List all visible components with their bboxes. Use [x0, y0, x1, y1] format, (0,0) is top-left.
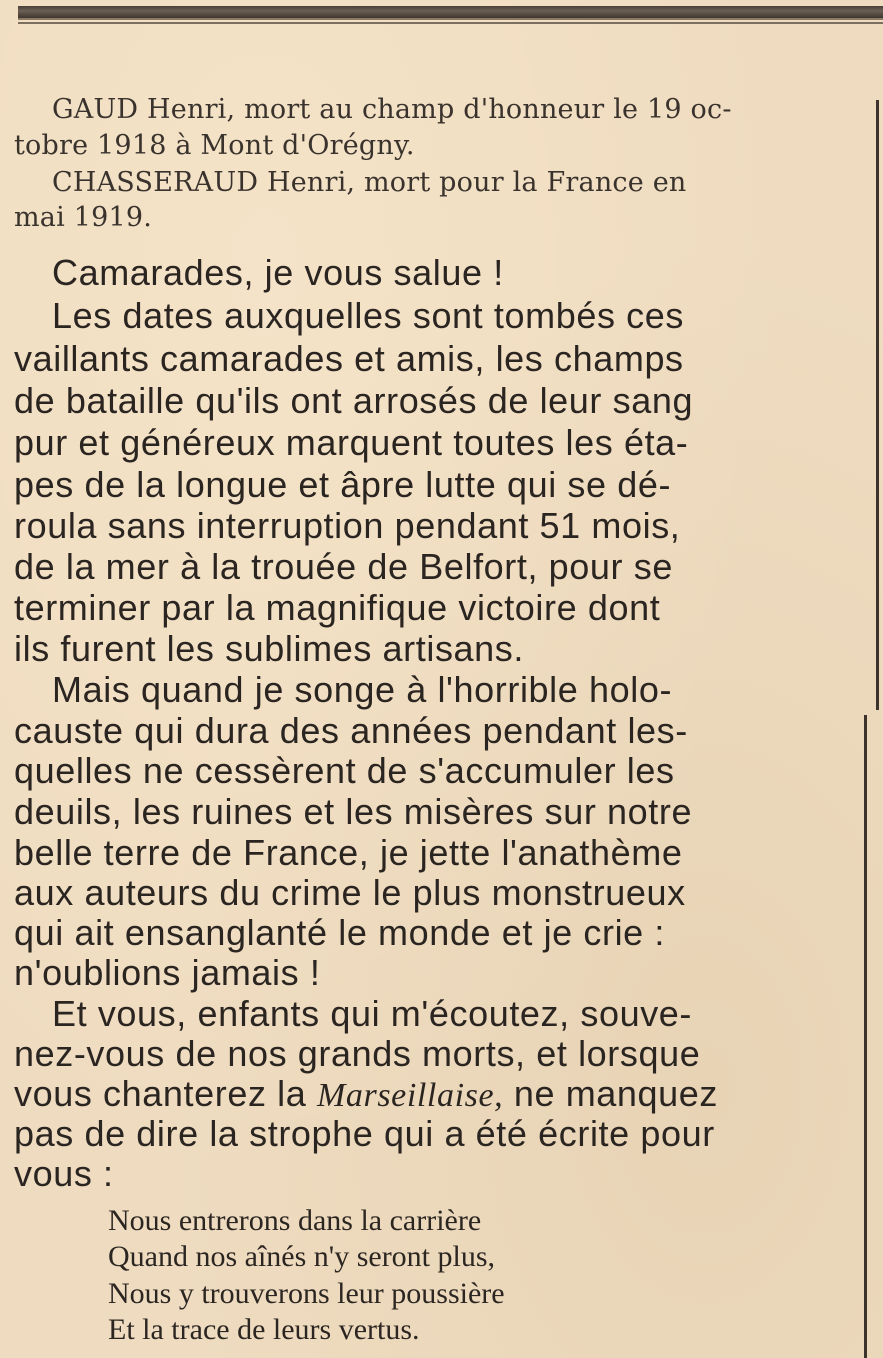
speech-line: qui ait ensanglanté le monde et je crie : [14, 912, 665, 953]
verse-line: Quand nos aînés n'y seront plus, [108, 1240, 496, 1273]
speech-line: pur et généreux marquent toutes les éta- [14, 422, 689, 463]
speech-line: n'oublions jamais ! [14, 952, 321, 993]
speech-line: pes de la longue et âpre lutte qui se dé- [14, 464, 672, 505]
speech-line: causte qui dura des années pendant les- [14, 710, 688, 751]
speech-line: Mais quand je songe à l'horrible holo- [52, 669, 673, 710]
speech-line: de bataille qu'ils ont arrosés de leur sang [14, 380, 694, 421]
speech-line: vous : [14, 1153, 114, 1194]
speech-line: de la mer à la trouée de Belfort, pour se [14, 546, 673, 587]
speech-line: roula sans interruption pendant 51 mois, [14, 505, 681, 546]
death-notice-line: GAUD Henri, mort au champ d'honneur le 19 oc- [52, 94, 732, 125]
speech-line [14, 1073, 718, 1115]
verse-line: Nous y trouverons leur poussière [108, 1277, 505, 1310]
top-rule [18, 6, 883, 20]
speech-line: terminer par la magnifique victoire dont [14, 587, 661, 628]
speech-text: vous chanterez la [14, 1073, 317, 1114]
speech-line: nez-vous de nos grands morts, et lorsque [14, 1033, 701, 1074]
death-notice-line: CHASSERAUD Henri, mort pour la France en [52, 167, 687, 198]
speech-line: aux auteurs du crime le plus monstrueux [14, 872, 686, 913]
speech-line: Les dates auxquelles sont tombés ces [52, 295, 684, 336]
speech-text: ne manquez [503, 1073, 719, 1114]
top-rule-thin [18, 22, 883, 24]
death-notice-line: tobre 1918 à Mont d'Orégny. [14, 130, 415, 161]
verse-line: Et la trace de leurs vertus. [108, 1313, 420, 1346]
marseillaise-title: Marseillaise, [316, 1077, 504, 1114]
speech-line: pas de dire la strophe qui a été écrite pour [14, 1113, 715, 1154]
speech-line: Et vous, enfants qui m'écoutez, souve- [52, 993, 693, 1034]
speech-line: Camarades, je vous salue ! [52, 252, 504, 293]
column-rule [864, 715, 867, 1358]
speech-line: vaillants camarades et amis, les champs [14, 338, 684, 379]
column-rule [876, 100, 879, 710]
verse-line: Nous entrerons dans la carrière [108, 1204, 482, 1237]
speech-line: quelles ne cessèrent de s'accumuler les [14, 750, 675, 791]
speech-line: ils furent les sublimes artisans. [14, 628, 524, 669]
speech-line: deuils, les ruines et les misères sur notre [14, 791, 693, 832]
speech-line: belle terre de France, je jette l'anathème [14, 832, 683, 873]
death-notice-line: mai 1919. [14, 202, 153, 233]
